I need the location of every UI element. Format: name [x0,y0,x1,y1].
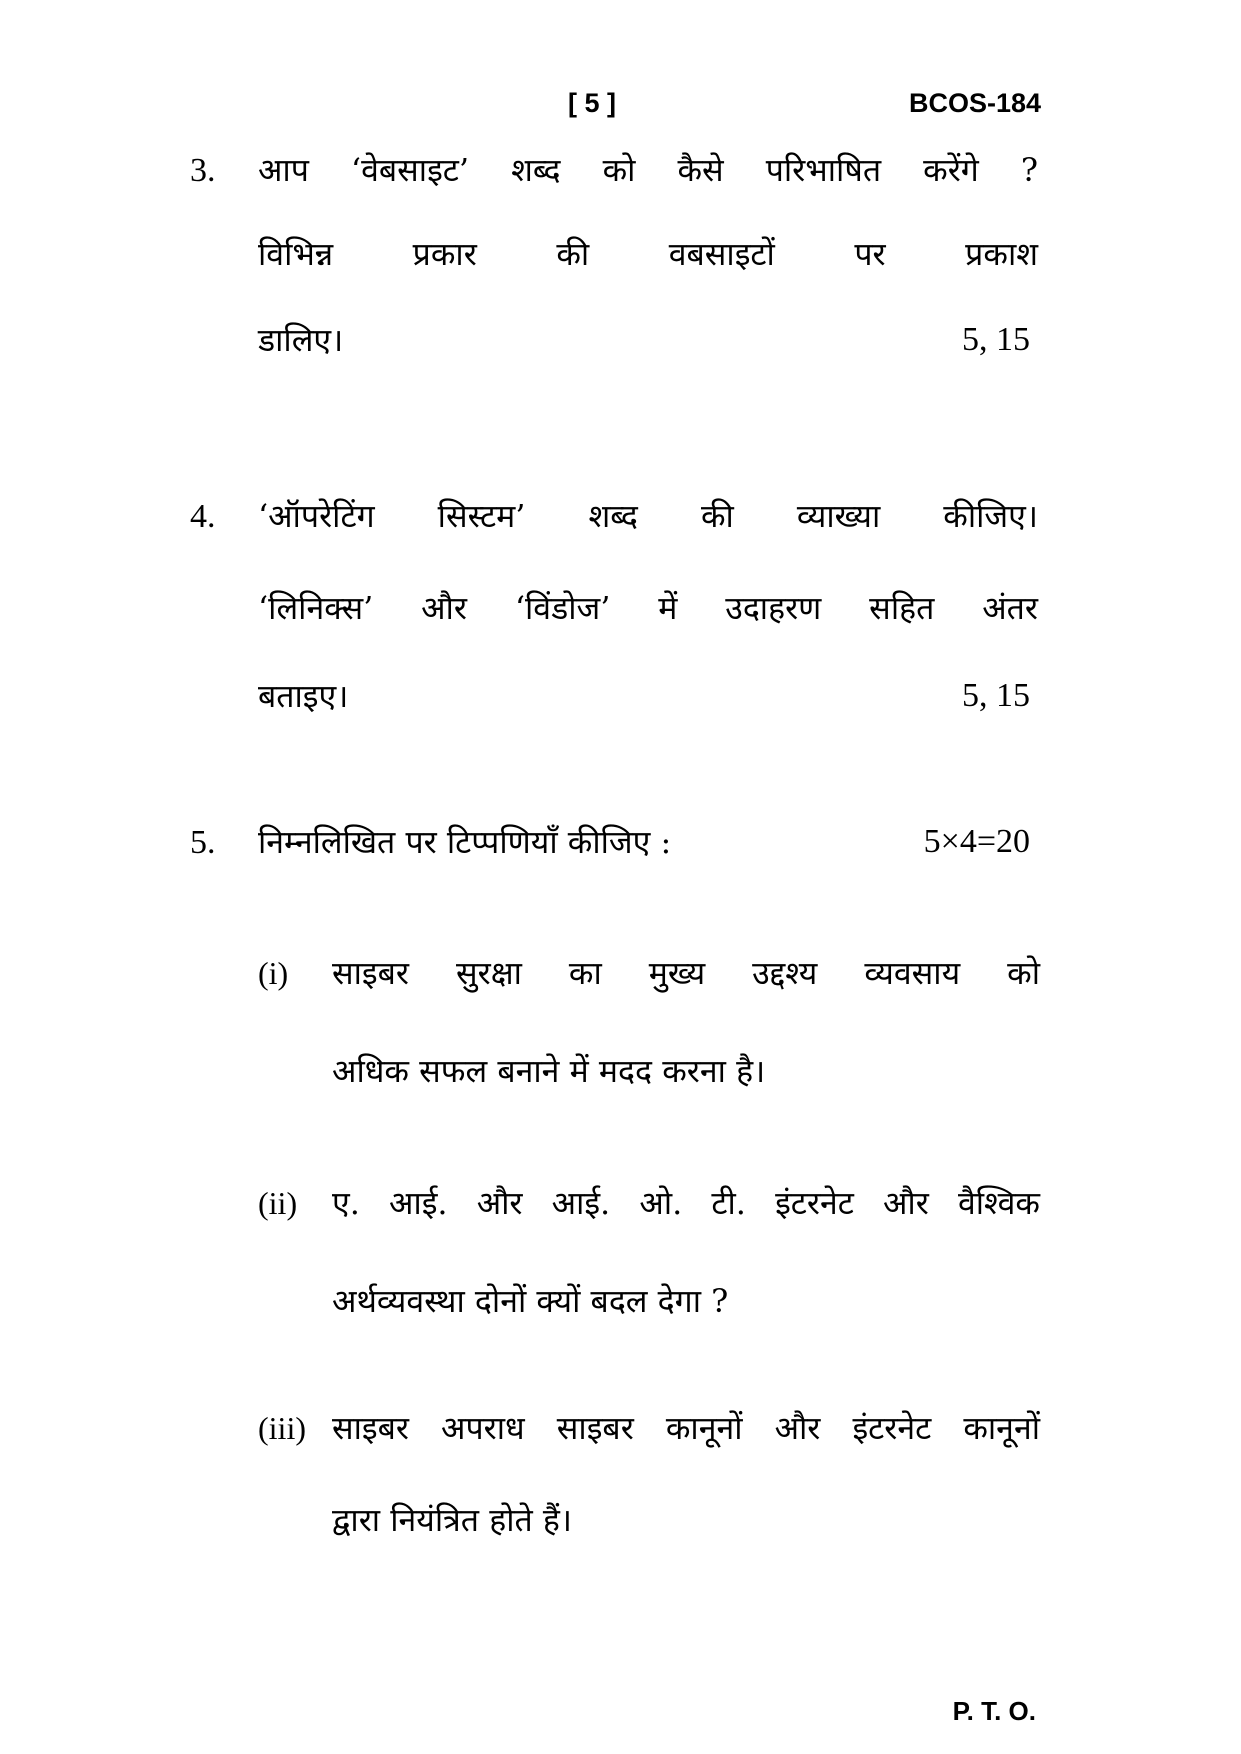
marks: 5, 15 [962,677,1030,714]
subpart-number: (ii) [258,1185,298,1221]
question-number: 3. [190,152,216,189]
subpart-line: साइबर अपराध साइबर कानूनों और इंटरनेट कानूनों [332,1409,1040,1447]
subpart-line: अधिक सफल बनाने में मदद करना है। [332,1052,766,1090]
subpart-line: अर्थव्यवस्था दोनों क्यों बदल देगा ? [332,1282,729,1320]
subpart-line: ए. आई. और आई. ओ. टी. इंटरनेट और वैश्विक [332,1184,1040,1222]
marks: 5×4=20 [923,823,1030,860]
subpart-ii [258,1183,1040,1323]
subpart-line: द्वारा नियंत्रित होते हैं। [332,1501,573,1539]
question-number: 4. [190,498,216,535]
marks: 5, 15 [962,321,1030,358]
pto-label: P. T. O. [952,1696,1036,1726]
question-line: ‘ऑपरेटिंग सिस्टम’ शब्द की व्याख्या कीजिए। [258,497,1038,535]
subpart-line: साइबर सुरक्षा का मुख्य उद्दश्य व्यवसाय को [332,954,1040,992]
subpart-number: (iii) [258,1410,306,1446]
subpart-i [258,953,1040,1093]
question-line: बताइए। [258,677,349,715]
question-line: आप ‘वेबसाइट’ शब्द को कैसे परिभाषित करेंगे ? [258,151,1038,189]
question-4 [190,496,1040,716]
subpart-number: (i) [258,955,289,991]
page-header [0,88,1241,128]
question-3 [190,150,1040,370]
question-number: 5. [190,824,216,861]
paper-code: BCOS-184 [908,88,1041,118]
question-line: विभिन्न प्रकार की वबसाइटों पर प्रकाश [258,235,1038,273]
question-5 [190,822,1040,872]
page-number: [ 5 ] [568,88,617,118]
question-line: निम्नलिखित पर टिप्पणियाँ कीजिए : [258,823,672,861]
subpart-iii [258,1408,1040,1548]
question-line: डालिए। [258,321,344,359]
question-line: ‘लिनिक्स’ और ‘विंडोज’ में उदाहरण सहित अंतर [258,589,1038,627]
